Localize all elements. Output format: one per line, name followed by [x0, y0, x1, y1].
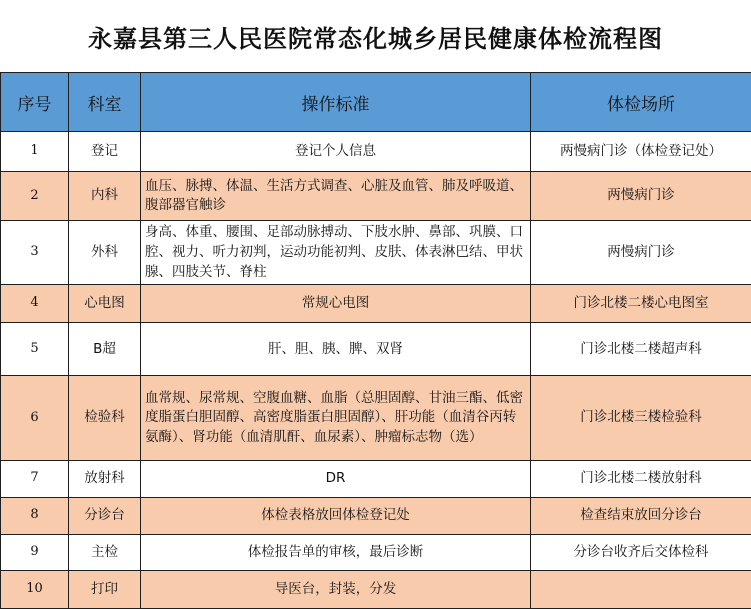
row-dept: 登记 [69, 132, 141, 172]
table-row [1, 172, 751, 221]
row-dept: 打印 [69, 570, 141, 608]
table-row [1, 323, 751, 376]
row-location: 门诊北楼二楼心电图室 [531, 285, 751, 323]
row-dept: 外科 [69, 221, 141, 285]
row-location: 两慢病门诊 [531, 221, 751, 285]
table-row [1, 132, 751, 172]
table-row [1, 376, 751, 460]
row-standard: 血常规、尿常规、空腹血糖、血脂（总胆固醇、甘油三酯、低密度脂蛋白胆固醇、高密度脂蛋白胆固醇）、肝功能（血清谷丙转氨酶）、肾功能（血清肌酐、血尿素）、肿瘤标志物（选） [141, 376, 531, 460]
row-standard: 登记个人信息 [141, 132, 531, 172]
row-standard: DR [141, 460, 531, 497]
table-header-row [1, 73, 751, 132]
row-standard: 体检报告单的审核，最后诊断 [141, 534, 531, 570]
row-index: 9 [1, 534, 69, 570]
row-location: 门诊北楼三楼检验科 [531, 376, 751, 460]
row-index: 5 [1, 323, 69, 376]
row-index: 6 [1, 376, 69, 460]
row-location: 分诊台收齐后交体检科 [531, 534, 751, 570]
row-dept: 放射科 [69, 460, 141, 497]
row-dept: 主检 [69, 534, 141, 570]
header-location: 体检场所 [531, 73, 751, 132]
row-location: 检查结束放回分诊台 [531, 497, 751, 534]
header-index: 序号 [1, 73, 69, 132]
row-standard: 常规心电图 [141, 285, 531, 323]
row-location: 两慢病门诊（体检登记处） [531, 132, 751, 172]
row-location [531, 570, 751, 608]
row-index: 10 [1, 570, 69, 608]
row-dept: 内科 [69, 172, 141, 221]
table-row [1, 285, 751, 323]
row-index: 1 [1, 132, 69, 172]
header-dept: 科室 [69, 73, 141, 132]
row-location: 门诊北楼二楼放射科 [531, 460, 751, 497]
row-dept: 检验科 [69, 376, 141, 460]
row-index: 4 [1, 285, 69, 323]
table-row [1, 497, 751, 534]
row-index: 3 [1, 221, 69, 285]
table-row [1, 570, 751, 608]
table-row [1, 460, 751, 497]
row-standard: 身高、体重、腰围、足部动脉搏动、下肢水肿、鼻部、巩膜、口腔、视力、听力初判，运动功能初判、皮肤、体表淋巴结、甲状腺、四肢关节、脊柱 [141, 221, 531, 285]
row-index: 8 [1, 497, 69, 534]
page-title: 永嘉县第三人民医院常态化城乡居民健康体检流程图 [88, 23, 663, 53]
row-index: 7 [1, 460, 69, 497]
row-location: 两慢病门诊 [531, 172, 751, 221]
header-standard: 操作标准 [141, 73, 531, 132]
table-row [1, 534, 751, 570]
row-standard: 血压、脉搏、体温、生活方式调查、心脏及血管、肺及呼吸道、腹部器官触诊 [141, 172, 531, 221]
row-standard: 导医台，封装，分发 [141, 570, 531, 608]
row-dept: B超 [69, 323, 141, 376]
row-dept: 分诊台 [69, 497, 141, 534]
row-standard: 体检表格放回体检登记处 [141, 497, 531, 534]
row-standard: 肝、胆、胰、脾、双肾 [141, 323, 531, 376]
row-location: 门诊北楼二楼超声科 [531, 323, 751, 376]
row-index: 2 [1, 172, 69, 221]
row-dept: 心电图 [69, 285, 141, 323]
table-row [1, 221, 751, 285]
checkup-flow-table [0, 72, 751, 609]
